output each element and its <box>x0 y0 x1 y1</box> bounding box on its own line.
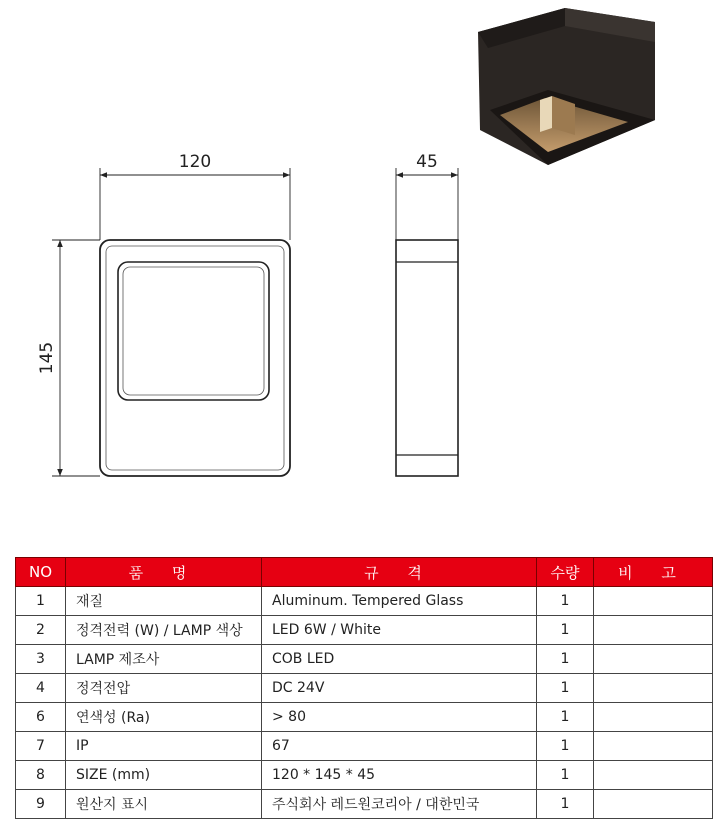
front-view <box>100 240 290 476</box>
spec-table <box>15 557 713 819</box>
row-no: 1 <box>16 587 66 616</box>
row-qty: 1 <box>537 674 594 703</box>
row-no: 2 <box>16 616 66 645</box>
row-spec: 주식회사 레드원코리아 / 대한민국 <box>262 790 537 819</box>
row-note <box>594 703 713 732</box>
table-row <box>16 790 713 819</box>
row-item: 재질 <box>66 587 262 616</box>
row-note <box>594 645 713 674</box>
row-note <box>594 587 713 616</box>
row-item: 정격전력 (W) / LAMP 색상 <box>66 616 262 645</box>
row-qty: 1 <box>537 645 594 674</box>
row-item: 원산지 표시 <box>66 790 262 819</box>
depth-dimension <box>396 152 458 240</box>
height-dimension <box>37 240 100 476</box>
row-qty: 1 <box>537 761 594 790</box>
row-spec: > 80 <box>262 703 537 732</box>
table-row <box>16 587 713 616</box>
table-row <box>16 645 713 674</box>
row-no: 3 <box>16 645 66 674</box>
header-spec: 규 격 <box>262 558 537 587</box>
row-spec: COB LED <box>262 645 537 674</box>
table-row <box>16 732 713 761</box>
row-item: 연색성 (Ra) <box>66 703 262 732</box>
header-item: 품 명 <box>66 558 262 587</box>
table-header-row <box>16 558 713 587</box>
table-row <box>16 616 713 645</box>
row-spec: DC 24V <box>262 674 537 703</box>
row-item: IP <box>66 732 262 761</box>
header-note: 비 고 <box>594 558 713 587</box>
table-row <box>16 761 713 790</box>
row-spec: Aluminum. Tempered Glass <box>262 587 537 616</box>
row-item: SIZE (mm) <box>66 761 262 790</box>
row-qty: 1 <box>537 587 594 616</box>
row-spec: LED 6W / White <box>262 616 537 645</box>
header-qty: 수량 <box>537 558 594 587</box>
row-no: 8 <box>16 761 66 790</box>
row-note <box>594 761 713 790</box>
row-spec: 120 * 145 * 45 <box>262 761 537 790</box>
row-no: 4 <box>16 674 66 703</box>
table-row <box>16 703 713 732</box>
width-dimension <box>100 152 290 240</box>
row-note <box>594 732 713 761</box>
row-qty: 1 <box>537 732 594 761</box>
row-qty: 1 <box>537 790 594 819</box>
row-no: 7 <box>16 732 66 761</box>
side-view <box>396 240 458 476</box>
row-item: LAMP 제조사 <box>66 645 262 674</box>
height-label: 145 <box>37 341 57 375</box>
row-spec: 67 <box>262 732 537 761</box>
row-note <box>594 674 713 703</box>
row-qty: 1 <box>537 703 594 732</box>
depth-label: 45 <box>416 152 438 172</box>
width-label: 120 <box>178 152 212 172</box>
row-qty: 1 <box>537 616 594 645</box>
row-item: 정격전압 <box>66 674 262 703</box>
table-row <box>16 674 713 703</box>
row-no: 9 <box>16 790 66 819</box>
header-no: NO <box>16 558 66 587</box>
row-no: 6 <box>16 703 66 732</box>
product-photo <box>478 8 655 165</box>
row-note <box>594 616 713 645</box>
row-note <box>594 790 713 819</box>
